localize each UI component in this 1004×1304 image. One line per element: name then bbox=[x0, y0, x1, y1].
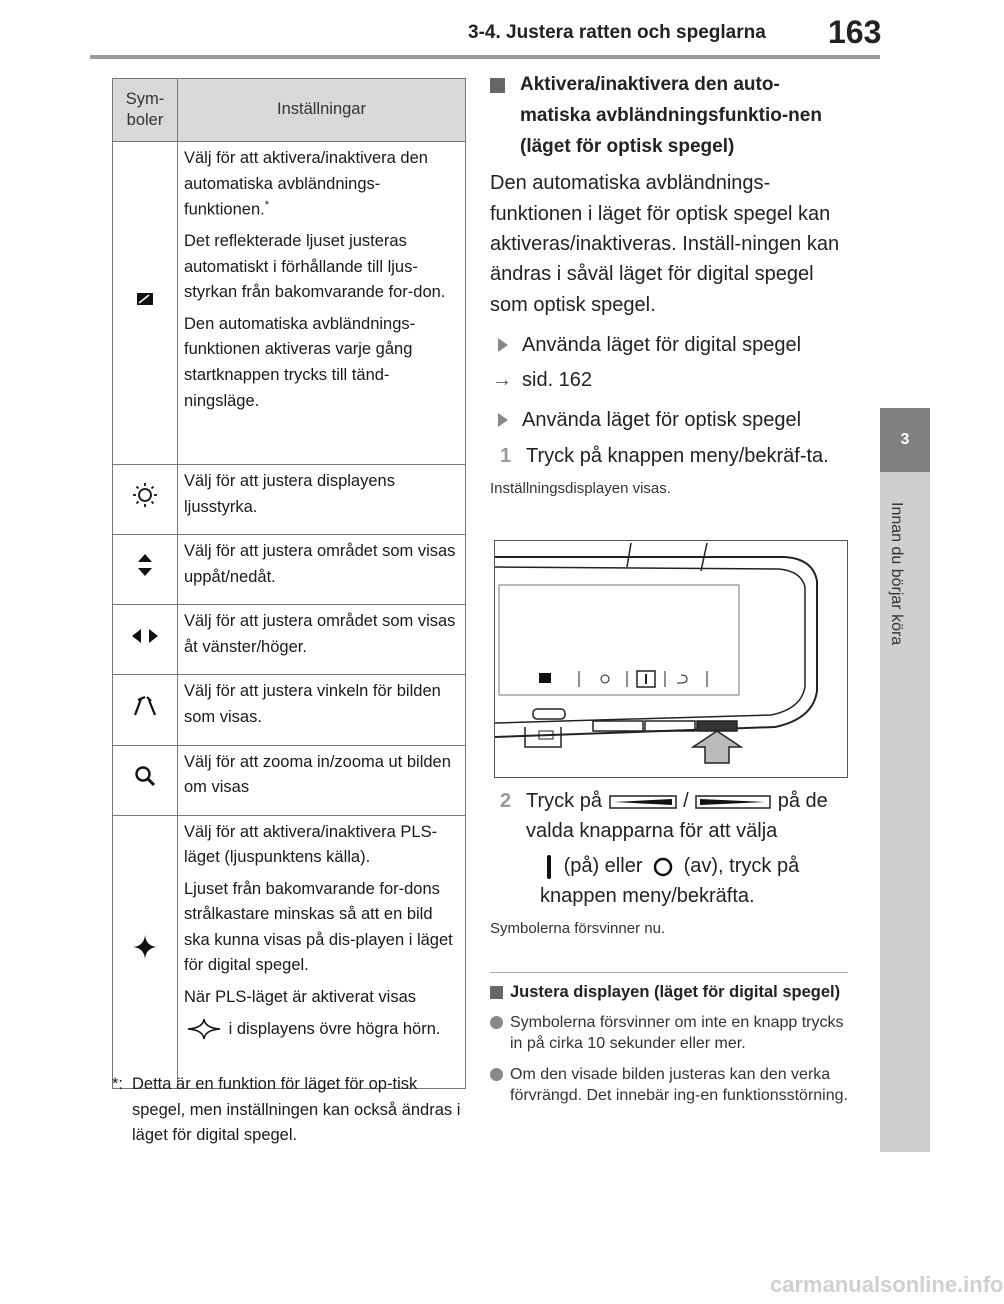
pls-icon bbox=[132, 934, 158, 960]
table-head-settings: Inställningar bbox=[178, 79, 466, 142]
step-2: 2 Tryck på / på de valda knapparna för att välja (på) eller (av), tryck på knappen meny/bekräfta. bbox=[490, 786, 850, 912]
section-heading: Aktivera/inaktivera den auto-matiska avbländningsfunktio-nen (läget för optisk spegel) bbox=[490, 70, 850, 162]
footnote-mark: * bbox=[264, 199, 270, 212]
on-indicator-icon bbox=[540, 853, 558, 881]
divider bbox=[490, 972, 848, 973]
row-7-text-1: Välj för att aktivera/inaktivera PLS-läget (ljuspunktens källa). bbox=[184, 822, 438, 867]
chapter-label: Innan du börjar köra bbox=[888, 502, 905, 646]
table-row bbox=[113, 605, 466, 675]
row-7-text-3: När PLS-läget är aktiverat visas bbox=[184, 988, 417, 1006]
tilt-icon bbox=[132, 695, 158, 717]
table-footnote bbox=[112, 1072, 472, 1149]
page-reference[interactable]: → sid. 162 bbox=[490, 365, 850, 395]
page-header bbox=[0, 0, 960, 60]
row-3-text: Välj för att justera området som visas uppåt/nedåt. bbox=[184, 542, 456, 586]
subsection-heading: Justera displayen (läget för digital spegel) bbox=[490, 982, 850, 1003]
chapter-side-bar bbox=[880, 472, 930, 1152]
table-row bbox=[113, 745, 466, 815]
triangle-bullet-icon bbox=[498, 338, 508, 352]
row-6-text: Välj för att zooma in/zooma ut bilden om visas bbox=[184, 752, 451, 797]
step-number: 2 bbox=[500, 790, 512, 812]
header-rule bbox=[90, 55, 880, 59]
right-wedge-button-icon bbox=[694, 793, 772, 811]
square-bullet-icon bbox=[490, 986, 503, 999]
table-row bbox=[113, 675, 466, 745]
left-wedge-button-icon bbox=[608, 793, 678, 811]
arrow-right-icon: → bbox=[492, 368, 512, 391]
table-row bbox=[113, 142, 466, 465]
mirror-illustration bbox=[494, 540, 848, 778]
zoom-icon bbox=[134, 765, 156, 787]
round-bullet-icon bbox=[490, 1016, 503, 1029]
table-row bbox=[113, 815, 466, 1088]
off-indicator-icon bbox=[648, 855, 678, 879]
symbols-table bbox=[112, 78, 466, 1089]
step-2-block bbox=[490, 786, 850, 937]
step-1: 1 Tryck på knappen meny/bekräf-ta. bbox=[490, 441, 850, 471]
mirror-drawing bbox=[495, 541, 847, 777]
step-number: 1 bbox=[500, 445, 512, 468]
section-title: 3-4. Justera ratten och speglarna bbox=[468, 22, 766, 43]
row-5-text: Välj för att justera vinkeln för bilden som visas. bbox=[184, 682, 441, 726]
table-row bbox=[113, 465, 466, 535]
brightness-icon bbox=[132, 482, 158, 508]
row-7-text-4: i displayens övre högra hörn. bbox=[228, 1019, 441, 1038]
intro-text: Den automatiska avbländnings-funktionen i läget för optisk spegel kan aktiveras/inaktiveras. Inställ-ningen kan ändras i såväl läget för digital spegel som optisk spegel. bbox=[490, 172, 840, 316]
footnote-symbol: *: bbox=[112, 1075, 124, 1093]
table-row bbox=[113, 535, 466, 605]
list-item: Använda läget för optisk spegel bbox=[490, 405, 850, 435]
row-7-text-2: Ljuset från bakomvarande for-dons strålkastare minskas så att en bild ska kunna visas på dis-playen i läget för digital spegel. bbox=[184, 879, 453, 975]
row-4-text: Välj för att justera området som visas åt vänster/höger. bbox=[184, 612, 456, 656]
list-item: Använda läget för digital spegel bbox=[490, 330, 850, 360]
page-number: 163 bbox=[828, 14, 882, 50]
square-bullet-icon bbox=[490, 78, 505, 93]
row-1-text-1: Välj för att aktivera/inaktivera den automatiska avbländnings-funktionen. bbox=[184, 149, 428, 219]
chapter-tab: 3 bbox=[880, 408, 930, 472]
pls-indicator-icon bbox=[184, 1017, 224, 1041]
list-item: Om den visade bilden justeras kan den verka förvrängd. Det innebär ing-en funktionsstörning. bbox=[490, 1065, 850, 1107]
triangle-bullet-icon bbox=[498, 413, 508, 427]
step-2-note: Symbolerna försvinner nu. bbox=[490, 919, 666, 937]
up-down-icon bbox=[136, 552, 154, 578]
step-1-note: Inställningsdisplayen visas. bbox=[490, 479, 671, 497]
round-bullet-icon bbox=[490, 1068, 503, 1081]
table-head-symbols: Sym- boler bbox=[113, 79, 178, 142]
display-adjust-section bbox=[490, 982, 850, 1107]
auto-dimming-icon bbox=[135, 291, 155, 307]
row-1-text-2: Det reflekterade ljuset justeras automatiskt i förhållande till ljus-styrkan från bakomvarande for-don. bbox=[184, 232, 446, 302]
row-2-text: Välj för att justera displayens ljusstyrka. bbox=[184, 472, 395, 516]
footnote-text: Detta är en funktion för läget för op-tisk spegel, men inställningen kan också ändras i läget för digital spegel. bbox=[132, 1075, 461, 1145]
right-column bbox=[490, 70, 850, 497]
list-item: Symbolerna försvinner om inte en knapp trycks in på cirka 10 sekunder eller mer. bbox=[490, 1013, 850, 1055]
left-right-icon bbox=[130, 627, 160, 645]
watermark: carmanualsonline.info bbox=[770, 1272, 1004, 1297]
row-1-text-3: Den automatiska avbländnings-funktionen aktiveras varje gång startknappen trycks till tänd-ningsläge. bbox=[184, 314, 416, 410]
